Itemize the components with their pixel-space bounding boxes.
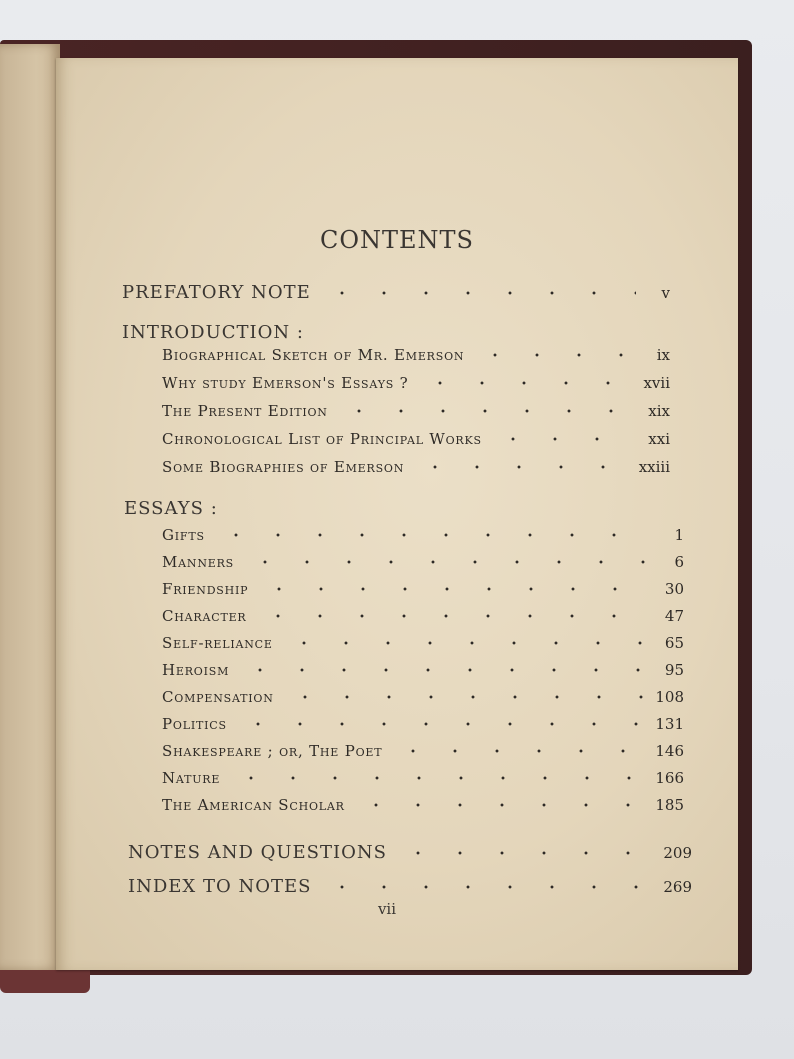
- leader-dots: [392, 748, 645, 754]
- toc-entry-label: Gifts: [162, 526, 205, 544]
- toc-entry-page: 108: [655, 688, 684, 706]
- toc-entry-essay: [162, 796, 684, 814]
- toc-entry-label: NOTES AND QUESTIONS: [128, 842, 387, 863]
- toc-entry-page: xxi: [648, 430, 670, 448]
- toc-entry-page: 209: [663, 844, 692, 862]
- toc-entry-page: 47: [664, 607, 684, 625]
- toc-entry-intro: [162, 346, 670, 364]
- toc-entry-essay: [162, 607, 684, 625]
- leader-dots: [237, 721, 646, 727]
- toc-entry-prefatory: [122, 282, 670, 303]
- section-heading-essays: ESSAYS :: [124, 498, 218, 519]
- toc-entry-page: ix: [656, 346, 670, 364]
- toc-entry-page: 65: [664, 634, 684, 652]
- toc-entry-essay: [162, 526, 684, 544]
- toc-entry-essay: [162, 715, 684, 733]
- toc-entry-page: 6: [674, 553, 684, 571]
- toc-entry-essay: [162, 688, 684, 706]
- leader-dots: [284, 694, 646, 700]
- leader-dots: [215, 532, 650, 538]
- toc-entry-label: Compensation: [162, 688, 274, 706]
- toc-entry-label: Some Biographies of Emerson: [162, 458, 405, 476]
- toc-entry-page: v: [661, 284, 670, 302]
- toc-entry-intro: [162, 402, 670, 420]
- toc-entry-label: Politics: [162, 715, 227, 733]
- toc-entry-label: Friendship: [162, 580, 249, 598]
- toc-entry-label: Self-reliance: [162, 634, 273, 652]
- toc-entry-page: 1: [674, 526, 684, 544]
- toc-entry-label: Chronological List of Principal Works: [162, 430, 482, 448]
- leader-dots: [397, 850, 653, 856]
- toc-entry-essay: [162, 661, 684, 679]
- leader-dots: [239, 667, 650, 673]
- toc-entry-essay: [162, 742, 684, 760]
- section-heading-introduction: INTRODUCTION :: [122, 322, 304, 343]
- toc-entry-notes: [128, 842, 692, 863]
- toc-entry-page: 95: [664, 661, 684, 679]
- toc-entry-page: 30: [664, 580, 684, 598]
- toc-entry-page: 131: [655, 715, 684, 733]
- leader-dots: [414, 464, 629, 470]
- toc-entry-intro: [162, 430, 670, 448]
- leader-dots: [258, 586, 650, 592]
- toc-entry-label: The Present Edition: [162, 402, 328, 420]
- toc-entry-label: Manners: [162, 553, 235, 571]
- toc-entry-page: xvii: [643, 374, 670, 392]
- toc-entry-essay: [162, 769, 684, 787]
- toc-entry-label: INDEX TO NOTES: [128, 876, 312, 897]
- toc-entry-label: The American Scholar: [162, 796, 345, 814]
- leader-dots: [474, 352, 636, 358]
- toc-entry-label: Biographical Sketch of Mr. Emerson: [162, 346, 465, 364]
- toc-entry-intro: [162, 458, 670, 476]
- toc-entry-label: Shakespeare ; or, The Poet: [162, 742, 383, 760]
- leader-dots: [338, 408, 636, 414]
- contents-page: [56, 58, 738, 970]
- toc-entry-page: xxiii: [638, 458, 670, 476]
- left-page-edge: [0, 44, 60, 970]
- toc-entry-page: 269: [663, 878, 692, 896]
- toc-entry-essay: [162, 580, 684, 598]
- toc-entry-label: Heroism: [162, 661, 230, 679]
- toc-entry-label: PREFATORY NOTE: [122, 282, 311, 303]
- leader-dots: [230, 775, 645, 781]
- toc-entry-page: xix: [648, 402, 670, 420]
- toc-entry-page: 146: [655, 742, 684, 760]
- leader-dots: [355, 802, 646, 808]
- page-number: vii: [377, 900, 397, 918]
- leader-dots: [321, 290, 636, 296]
- toc-entry-label: Character: [162, 607, 247, 625]
- toc-entry-index: [128, 876, 692, 897]
- toc-entry-page: 166: [655, 769, 684, 787]
- toc-entry-label: Nature: [162, 769, 221, 787]
- toc-entry-label: Why study Emerson's Essays ?: [162, 374, 409, 392]
- leader-dots: [257, 613, 650, 619]
- toc-entry-intro: [162, 374, 670, 392]
- leader-dots: [419, 380, 634, 386]
- leader-dots: [283, 640, 650, 646]
- toc-entry-page: 185: [655, 796, 684, 814]
- toc-entry-essay: [162, 553, 684, 571]
- leader-dots: [492, 436, 636, 442]
- leader-dots: [321, 884, 653, 890]
- leader-dots: [244, 559, 650, 565]
- page-title: CONTENTS: [319, 226, 474, 254]
- toc-entry-essay: [162, 634, 684, 652]
